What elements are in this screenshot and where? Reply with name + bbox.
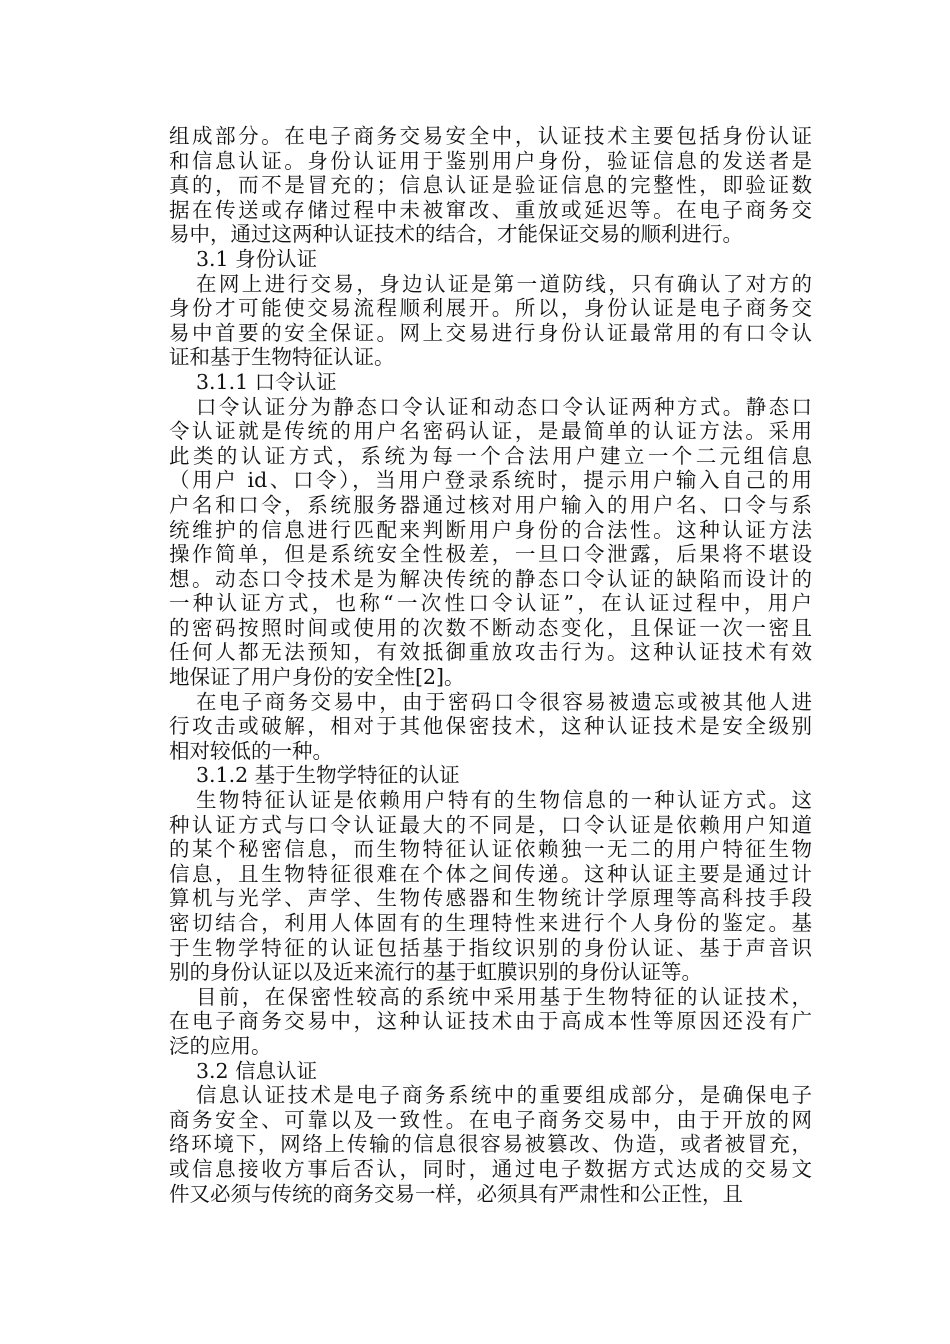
text-line: 种认证方式与口令认证最大的不同是，口令认证是依赖用户知道 — [169, 812, 812, 837]
text-line: 真的，而不是冒充的；信息认证是验证信息的完整性，即验证数 — [169, 173, 812, 198]
text-line: 操作简单，但是系统安全性极差，一旦口令泄露，后果将不堪设 — [169, 542, 812, 567]
text-line: 相对较低的一种。 — [169, 738, 333, 763]
text-line: 口令认证分为静态口令认证和动态口令认证两种方式。静态口 — [196, 394, 812, 419]
text-line: 络环境下，网络上传输的信息很容易被篡改、伪造，或者被冒充， — [169, 1132, 812, 1157]
text-line: 的密码按照时间或使用的次数不断动态变化，且保证一次一密且 — [169, 615, 812, 640]
text-line: 生物特征认证是依赖用户特有的生物信息的一种认证方式。这 — [196, 788, 812, 813]
section-heading — [142, 370, 812, 395]
text-line: 一种认证方式，也称“一次性口令认证”，在认证过程中，用户 — [169, 591, 812, 616]
text-line: 目前，在保密性较高的系统中采用基于生物特征的认证技术， — [196, 984, 812, 1009]
document-page — [142, 124, 812, 1206]
text-line: 在网上进行交易，身边认证是第一道防线，只有确认了对方的 — [196, 271, 812, 296]
text-line: 此类的认证方式，系统为每一个合法用户建立一个二元组信息 — [169, 443, 812, 468]
text-line: 和信息认证。身份认证用于鉴别用户身份，验证信息的发送者是 — [169, 148, 812, 173]
text-line: 件又必须与传统的商务交易一样，必须具有严肃性和公正性，且 — [169, 1181, 743, 1206]
heading-text: 3.1.2 基于生物学特征的认证 — [196, 763, 460, 788]
text-line: 信息，且生物特征很难在个体之间传递。这种认证主要是通过计 — [169, 861, 812, 886]
paragraph — [142, 788, 812, 985]
text-line: 任何人都无法预知，有效抵御重放攻击行为。这种认证技术有效 — [169, 640, 812, 665]
text-line: 信息认证技术是电子商务系统中的重要组成部分，是确保电子 — [196, 1083, 812, 1108]
text-line: 行攻击或破解，相对于其他保密技术，这种认证技术是安全级别 — [169, 714, 812, 739]
text-line: 或信息接收方事后否认，同时，通过电子数据方式达成的交易文 — [169, 1156, 812, 1181]
heading-text: 3.1.1 口令认证 — [196, 369, 337, 394]
text-line: 密切结合，利用人体固有的生理特性来进行个人身份的鉴定。基 — [169, 911, 812, 935]
text-line: 令认证就是传统的用户名密码认证，是最简单的认证方法。采用 — [169, 419, 812, 444]
text-line: 泛的应用。 — [169, 1033, 272, 1058]
text-line: 别的身份认证以及近来流行的基于虹膜识别的身份认证等。 — [169, 960, 702, 985]
paragraph — [142, 1083, 812, 1206]
text-line: 据在传送或存储过程中未被窜改、重放或延迟等。在电子商务交 — [169, 197, 812, 222]
document-body — [142, 124, 812, 1206]
text-line: 想。动态口令技术是为解决传统的静态口令认证的缺陷而设计的 — [169, 566, 812, 591]
paragraph — [142, 395, 812, 690]
text-line: 户名和口令，系统服务器通过核对用户输入的用户名、口令与系 — [169, 492, 812, 517]
text-line: 于生物学特征的认证包括基于指纹识别的身份认证、基于声音识 — [169, 935, 812, 960]
text-line: 身份才可能使交易流程顺利展开。所以，身份认证是电子商务交 — [169, 296, 812, 321]
text-line: 商务安全、可靠以及一致性。在电子商务交易中，由于开放的网 — [169, 1107, 812, 1132]
paragraph — [142, 985, 812, 1059]
text-line: 地保证了用户身份的安全性[2]。 — [169, 665, 465, 690]
heading-text: 3.2 信息认证 — [196, 1058, 318, 1083]
text-line: 在电子商务交易中，由于密码口令很容易被遗忘或被其他人进 — [196, 689, 812, 714]
section-heading — [142, 763, 812, 788]
text-line: 在电子商务交易中，这种认证技术由于高成本性等原因还没有广 — [169, 1009, 812, 1034]
paragraph — [142, 272, 812, 370]
text-line: 统维护的信息进行匹配来判断用户身份的合法性。这种认证方法 — [169, 517, 812, 542]
text-line: 的某个秘密信息，而生物特征认证依赖独一无二的用户特征生物 — [169, 837, 812, 862]
paragraph — [142, 124, 812, 247]
paragraph — [142, 690, 812, 764]
text-line: 易中，通过这两种认证技术的结合，才能保证交易的顺利进行。 — [169, 222, 743, 247]
text-line: 组成部分。在电子商务交易安全中，认证技术主要包括身份认证 — [169, 124, 812, 148]
section-heading — [142, 1059, 812, 1084]
heading-text: 3.1 身份认证 — [196, 246, 318, 271]
text-line: 算机与光学、声学、生物传感器和生物统计学原理等高科技手段 — [169, 886, 812, 911]
section-heading — [142, 247, 812, 272]
text-line: 证和基于生物特征认证。 — [169, 345, 395, 370]
text-line: （用户 id、口令），当用户登录系统时，提示用户输入自己的用 — [169, 468, 812, 493]
text-line: 易中首要的安全保证。网上交易进行身份认证最常用的有口令认 — [169, 320, 812, 345]
